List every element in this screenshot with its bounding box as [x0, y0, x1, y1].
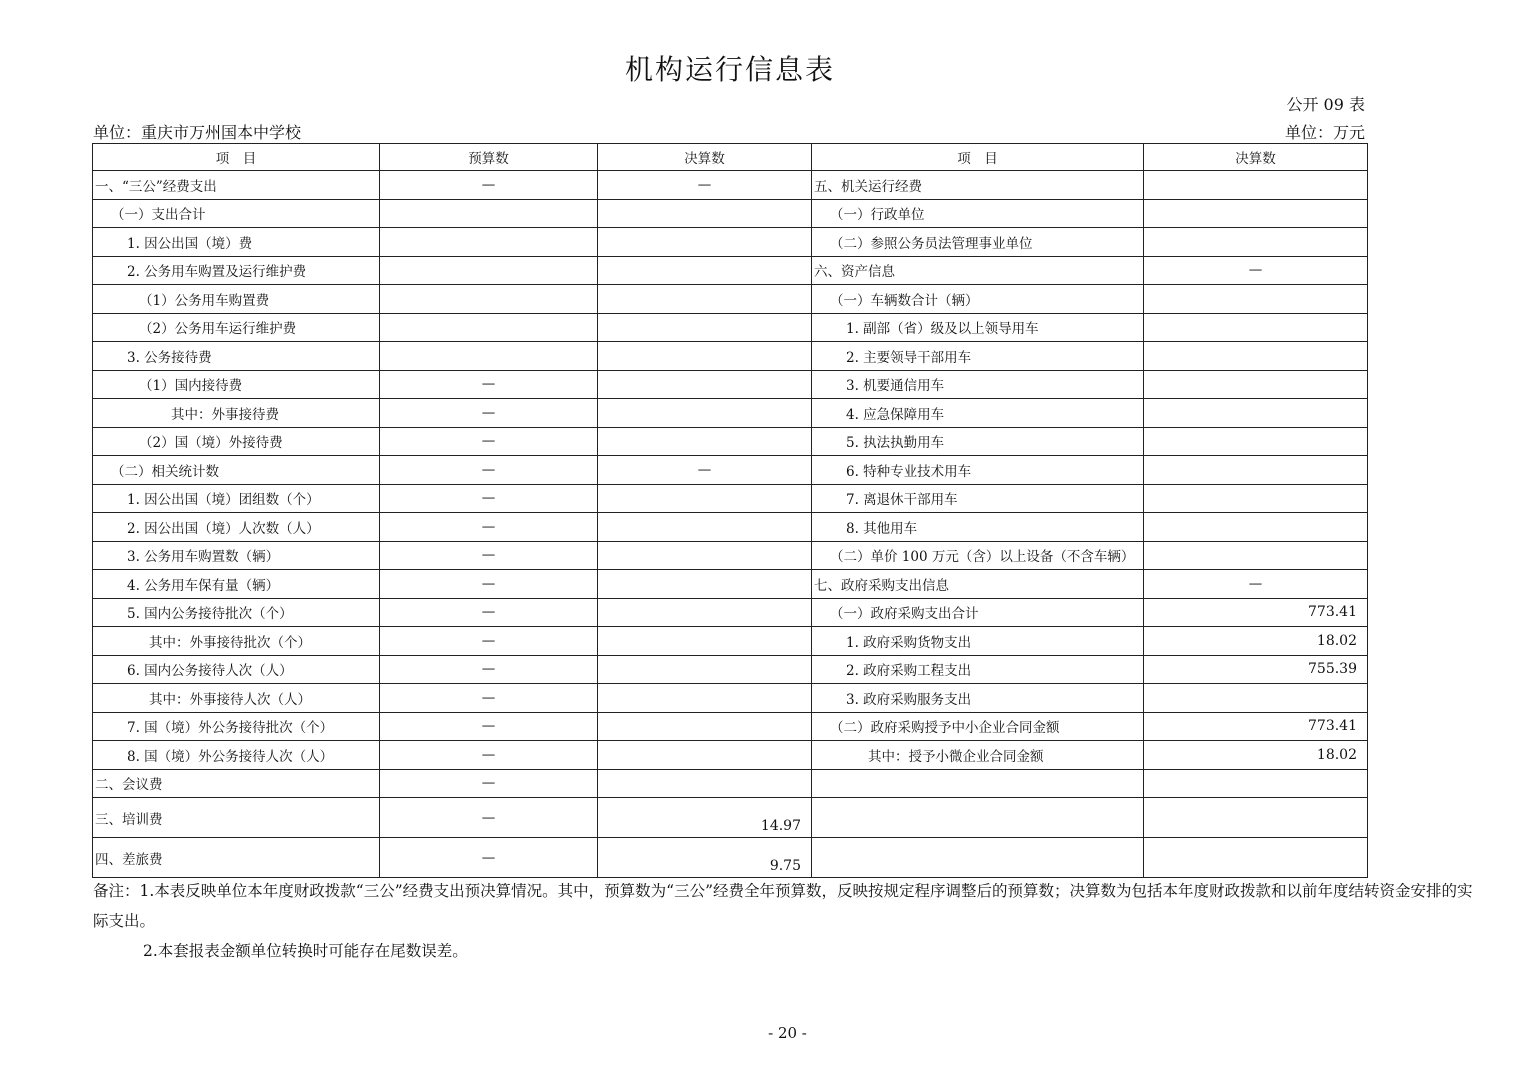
budget-cell	[380, 228, 598, 257]
right-row-label: 1. 政府采购货物支出	[812, 627, 1144, 656]
unit-currency: 单位：万元	[1284, 123, 1365, 142]
budget-cell	[380, 199, 598, 228]
right-final-cell	[1144, 684, 1368, 713]
right-row-label: （一）政府采购支出合计	[812, 598, 1144, 627]
final-cell	[598, 256, 812, 285]
table-row	[93, 313, 1368, 342]
final-cell	[598, 342, 812, 371]
right-final-cell	[1144, 427, 1368, 456]
final-cell	[598, 570, 812, 599]
right-row-label: 6. 特种专业技术用车	[812, 456, 1144, 485]
right-final-cell	[1144, 313, 1368, 342]
final-cell	[598, 513, 812, 542]
right-final-cell	[1144, 171, 1368, 200]
right-final-cell	[1144, 285, 1368, 314]
right-final-cell	[1144, 456, 1368, 485]
budget-cell: —	[380, 541, 598, 570]
right-row-label: 五、机关运行经费	[812, 171, 1144, 200]
right-final-cell	[1144, 370, 1368, 399]
final-cell	[598, 228, 812, 257]
budget-cell: —	[380, 484, 598, 513]
row-label: 1. 因公出国（境）费	[93, 228, 380, 257]
budget-cell: —	[380, 598, 598, 627]
table-row	[93, 570, 1368, 599]
table-row	[93, 798, 1368, 838]
table-row	[93, 256, 1368, 285]
right-row-label	[812, 769, 1144, 798]
table-row	[93, 598, 1368, 627]
table-row	[93, 741, 1368, 770]
right-final-cell	[1144, 484, 1368, 513]
header-final-left: 决算数	[598, 144, 812, 171]
final-cell: —	[598, 171, 812, 200]
budget-cell: —	[380, 399, 598, 428]
right-final-cell: —	[1144, 570, 1368, 599]
row-label: 其中：外事接待费	[93, 399, 380, 428]
right-row-label: （二）参照公务员法管理事业单位	[812, 228, 1144, 257]
right-row-label: （一）车辆数合计（辆）	[812, 285, 1144, 314]
budget-cell: —	[380, 627, 598, 656]
budget-cell: —	[380, 513, 598, 542]
table-row	[93, 456, 1368, 485]
final-cell	[598, 199, 812, 228]
final-cell: —	[598, 456, 812, 485]
header-item-left: 项 目	[93, 144, 380, 171]
row-label: （一）支出合计	[93, 199, 380, 228]
table-row	[93, 541, 1368, 570]
right-row-label: 七、政府采购支出信息	[812, 570, 1144, 599]
page-number: - 20 -	[768, 1024, 807, 1042]
final-cell	[598, 598, 812, 627]
right-final-cell	[1144, 199, 1368, 228]
right-final-cell: 773.41	[1144, 712, 1368, 741]
table-row	[93, 399, 1368, 428]
budget-cell: —	[380, 171, 598, 200]
row-label: （1）国内接待费	[93, 370, 380, 399]
final-cell	[598, 370, 812, 399]
final-cell	[598, 285, 812, 314]
table-row	[93, 228, 1368, 257]
row-label: 3. 公务接待费	[93, 342, 380, 371]
right-row-label: 3. 机要通信用车	[812, 370, 1144, 399]
right-row-label: （一）行政单位	[812, 199, 1144, 228]
budget-cell: —	[380, 741, 598, 770]
budget-cell	[380, 313, 598, 342]
row-label: 三、培训费	[93, 798, 380, 838]
right-final-cell	[1144, 838, 1368, 878]
budget-cell: —	[380, 712, 598, 741]
row-label: （1）公务用车购置费	[93, 285, 380, 314]
row-label: （二）相关统计数	[93, 456, 380, 485]
final-cell: 9.75	[598, 838, 812, 878]
budget-cell: —	[380, 427, 598, 456]
right-final-cell: 773.41	[1144, 598, 1368, 627]
final-cell	[598, 484, 812, 513]
table-row	[93, 171, 1368, 200]
table-row	[93, 370, 1368, 399]
right-final-cell	[1144, 228, 1368, 257]
row-label: （2）公务用车运行维护费	[93, 313, 380, 342]
right-final-cell	[1144, 513, 1368, 542]
final-cell	[598, 741, 812, 770]
table-row	[93, 484, 1368, 513]
row-label: 其中：外事接待人次（人）	[93, 684, 380, 713]
page-title: 机构运行信息表	[624, 53, 835, 86]
table-row	[93, 838, 1368, 878]
final-cell: 14.97	[598, 798, 812, 838]
right-final-cell	[1144, 541, 1368, 570]
right-row-label: （二）单价 100 万元（含）以上设备（不含车辆）	[812, 541, 1144, 570]
header-final-right: 决算数	[1144, 144, 1368, 171]
right-row-label: 5. 执法执勤用车	[812, 427, 1144, 456]
notes	[93, 876, 1478, 966]
budget-cell	[380, 342, 598, 371]
final-cell	[598, 769, 812, 798]
right-final-cell: 18.02	[1144, 741, 1368, 770]
table-row	[93, 285, 1368, 314]
row-label: 2. 因公出国（境）人次数（人）	[93, 513, 380, 542]
row-label: （2）国（境）外接待费	[93, 427, 380, 456]
row-label: 5. 国内公务接待批次（个）	[93, 598, 380, 627]
table-row	[93, 342, 1368, 371]
row-label: 1. 因公出国（境）团组数（个）	[93, 484, 380, 513]
right-final-cell	[1144, 399, 1368, 428]
note-2: 2.本套报表金额单位转换时可能存在尾数误差。	[143, 942, 468, 960]
table-row	[93, 712, 1368, 741]
row-label: 6. 国内公务接待人次（人）	[93, 655, 380, 684]
budget-cell: —	[380, 838, 598, 878]
budget-cell: —	[380, 370, 598, 399]
row-label: 7. 国（境）外公务接待批次（个）	[93, 712, 380, 741]
budget-cell	[380, 285, 598, 314]
budget-cell: —	[380, 570, 598, 599]
right-row-label: 8. 其他用车	[812, 513, 1144, 542]
budget-cell: —	[380, 655, 598, 684]
row-label: 二、会议费	[93, 769, 380, 798]
right-final-cell: —	[1144, 256, 1368, 285]
row-label: 2. 公务用车购置及运行维护费	[93, 256, 380, 285]
right-row-label: 2. 政府采购工程支出	[812, 655, 1144, 684]
budget-cell: —	[380, 798, 598, 838]
header-item-right: 项 目	[812, 144, 1144, 171]
final-cell	[598, 313, 812, 342]
table-row	[93, 655, 1368, 684]
final-cell	[598, 399, 812, 428]
unit-organization: 单位：重庆市万州国本中学校	[93, 123, 302, 142]
right-row-label: 1. 副部（省）级及以上领导用车	[812, 313, 1144, 342]
info-table	[92, 143, 1368, 878]
right-row-label: 4. 应急保障用车	[812, 399, 1144, 428]
note-1: 备注：1.本表反映单位本年度财政拨款“三公”经费支出预决算情况。其中，预算数为“三公”经费全年预算数，反映按规定程序调整后的预算数；决算数为包括本年度财政拨款和以前年度结转资金安排的实际支出。	[93, 882, 1473, 930]
final-cell	[598, 627, 812, 656]
table-row	[93, 513, 1368, 542]
table-row	[93, 684, 1368, 713]
header-budget: 预算数	[380, 144, 598, 171]
right-final-cell: 755.39	[1144, 655, 1368, 684]
right-row-label: 其中：授予小微企业合同金额	[812, 741, 1144, 770]
row-label: 3. 公务用车购置数（辆）	[93, 541, 380, 570]
table-row	[93, 199, 1368, 228]
budget-cell	[380, 256, 598, 285]
row-label: 4. 公务用车保有量（辆）	[93, 570, 380, 599]
table-row	[93, 427, 1368, 456]
budget-cell: —	[380, 769, 598, 798]
final-cell	[598, 712, 812, 741]
right-final-cell: 18.02	[1144, 627, 1368, 656]
right-row-label: 7. 离退休干部用车	[812, 484, 1144, 513]
table-row	[93, 769, 1368, 798]
row-label: 四、差旅费	[93, 838, 380, 878]
right-row-label: 3. 政府采购服务支出	[812, 684, 1144, 713]
row-label: 其中：外事接待批次（个）	[93, 627, 380, 656]
right-row-label: 六、资产信息	[812, 256, 1144, 285]
right-row-label	[812, 798, 1144, 838]
table-header-row	[93, 144, 1368, 171]
budget-cell: —	[380, 456, 598, 485]
right-row-label	[812, 838, 1144, 878]
final-cell	[598, 541, 812, 570]
row-label: 8. 国（境）外公务接待人次（人）	[93, 741, 380, 770]
final-cell	[598, 684, 812, 713]
right-row-label: 2. 主要领导干部用车	[812, 342, 1144, 371]
row-label: 一、“三公”经费支出	[93, 171, 380, 200]
final-cell	[598, 655, 812, 684]
form-code: 公开 09 表	[1286, 95, 1365, 114]
right-final-cell	[1144, 342, 1368, 371]
table-row	[93, 627, 1368, 656]
right-row-label: （二）政府采购授予中小企业合同金额	[812, 712, 1144, 741]
right-final-cell	[1144, 769, 1368, 798]
right-final-cell	[1144, 798, 1368, 838]
budget-cell: —	[380, 684, 598, 713]
final-cell	[598, 427, 812, 456]
